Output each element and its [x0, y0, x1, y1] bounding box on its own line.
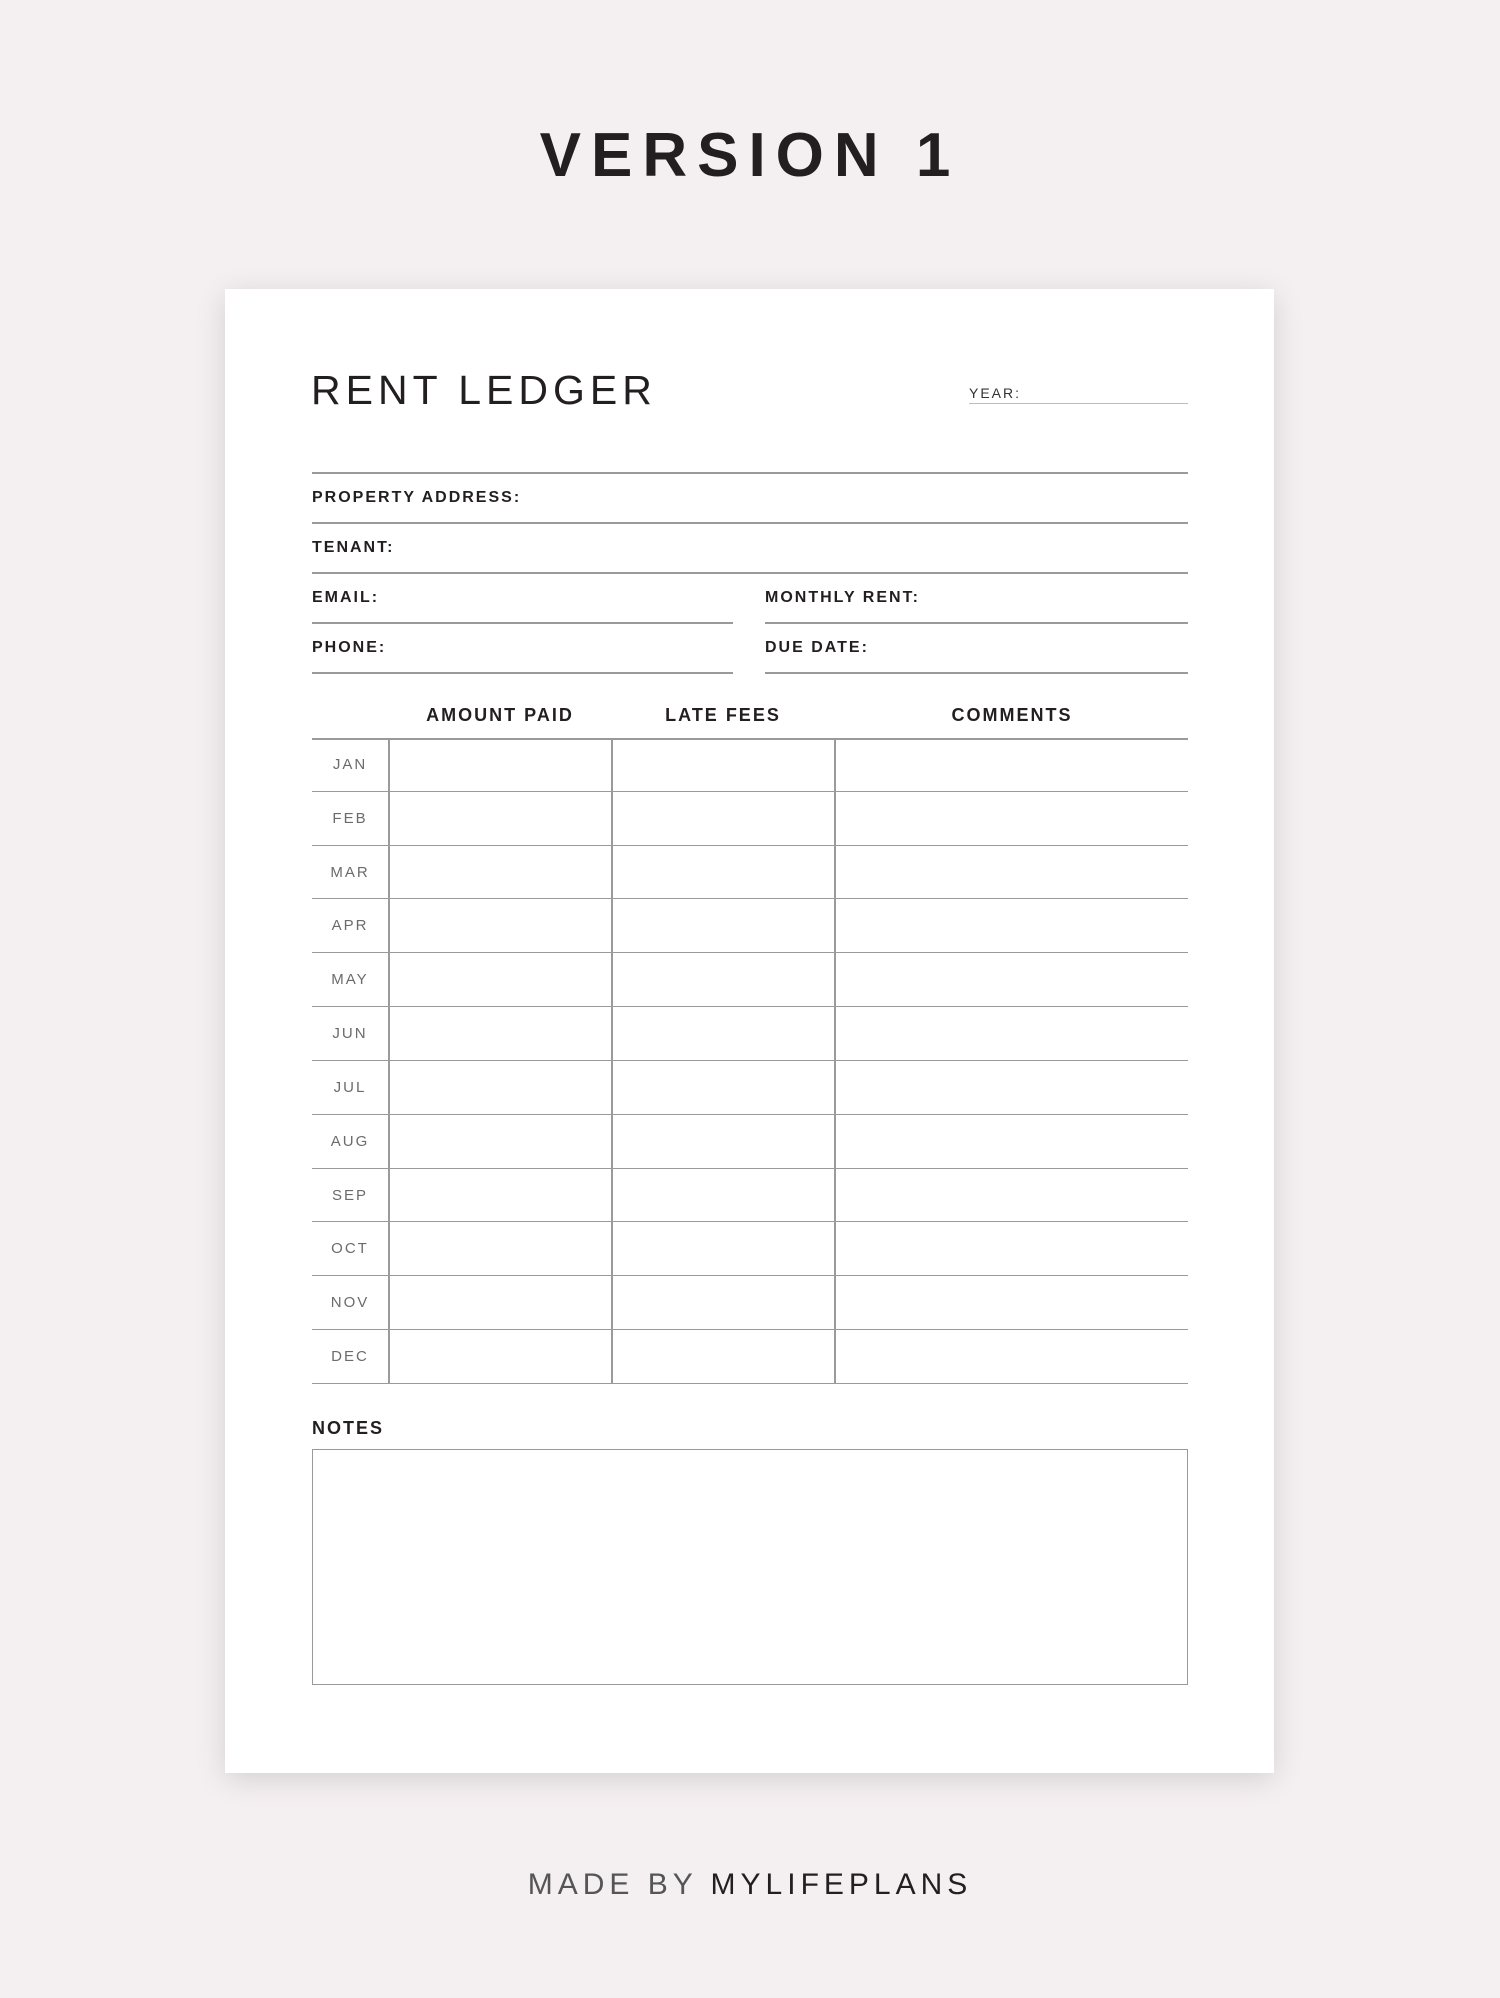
late-fees-header: LATE FEES — [665, 705, 781, 725]
comments-cell[interactable] — [836, 1330, 1188, 1383]
table-row — [312, 900, 1188, 954]
version-title: VERSION 1 — [539, 121, 961, 190]
amount-paid-cell[interactable] — [390, 953, 611, 1006]
late-fees-cell[interactable] — [613, 1223, 834, 1276]
email-label: EMAIL: — [312, 589, 380, 606]
late-fees-cell[interactable] — [613, 1169, 834, 1222]
month-label: MAR — [330, 863, 370, 881]
amount-paid-cell[interactable] — [390, 1330, 611, 1383]
amount-paid-cell[interactable] — [390, 1169, 611, 1222]
comments-cell[interactable] — [836, 953, 1188, 1006]
table-row — [312, 1223, 1188, 1277]
phone-line[interactable] — [312, 672, 733, 674]
month-label: JUL — [333, 1078, 367, 1096]
table-row — [312, 1115, 1188, 1169]
table-row — [312, 1276, 1188, 1330]
comments-cell[interactable] — [836, 1223, 1188, 1276]
comments-cell[interactable] — [836, 1007, 1188, 1060]
comments-cell[interactable] — [836, 1115, 1188, 1168]
notes-label: NOTES — [312, 1418, 385, 1438]
ledger-table — [312, 738, 1188, 1384]
monthly-rent-label: MONTHLY RENT: — [765, 589, 920, 606]
year-label: YEAR: — [969, 385, 1022, 401]
month-label: SEP — [331, 1186, 368, 1204]
late-fees-cell[interactable] — [613, 900, 834, 953]
month-label: FEB — [332, 809, 368, 827]
year-field-line[interactable] — [969, 403, 1188, 404]
footer-prefix: MADE BY — [527, 1868, 711, 1901]
table-row — [312, 1169, 1188, 1223]
month-label: DEC — [331, 1348, 369, 1366]
amount-paid-header: AMOUNT PAID — [426, 705, 574, 725]
month-label: NOV — [330, 1294, 370, 1312]
amount-paid-cell[interactable] — [390, 1115, 611, 1168]
property-address-line[interactable] — [312, 522, 1188, 524]
tenant-label: TENANT: — [312, 539, 395, 556]
amount-paid-cell[interactable] — [390, 738, 611, 791]
month-label: APR — [331, 917, 369, 935]
late-fees-cell[interactable] — [613, 1276, 834, 1329]
comments-cell[interactable] — [836, 900, 1188, 953]
table-row — [312, 738, 1188, 792]
month-label: AUG — [330, 1132, 370, 1150]
footer-brand: MYLIFEPLANS — [710, 1868, 973, 1901]
document-title: RENT LEDGER — [311, 367, 657, 413]
amount-paid-cell[interactable] — [390, 1223, 611, 1276]
table-row — [312, 1007, 1188, 1061]
property-address-label: PROPERTY ADDRESS: — [312, 489, 522, 506]
late-fees-cell[interactable] — [613, 1007, 834, 1060]
header-divider — [312, 472, 1188, 474]
comments-cell[interactable] — [836, 846, 1188, 899]
late-fees-cell[interactable] — [613, 792, 834, 845]
comments-cell[interactable] — [836, 1276, 1188, 1329]
phone-label: PHONE: — [312, 639, 387, 656]
month-label: JAN — [332, 755, 368, 773]
comments-cell[interactable] — [836, 792, 1188, 845]
late-fees-cell[interactable] — [613, 1115, 834, 1168]
monthly-rent-line[interactable] — [765, 622, 1188, 624]
late-fees-cell[interactable] — [613, 1330, 834, 1383]
table-row — [312, 792, 1188, 846]
amount-paid-cell[interactable] — [390, 1061, 611, 1114]
footer-credit — [0, 1868, 1500, 1902]
amount-paid-cell[interactable] — [390, 900, 611, 953]
late-fees-cell[interactable] — [613, 846, 834, 899]
month-label: JUN — [332, 1025, 368, 1043]
rent-ledger-sheet — [225, 289, 1274, 1773]
month-label: OCT — [331, 1240, 369, 1258]
late-fees-cell[interactable] — [613, 738, 834, 791]
comments-cell[interactable] — [836, 738, 1188, 791]
comments-cell[interactable] — [836, 1169, 1188, 1222]
comments-cell[interactable] — [836, 1061, 1188, 1114]
table-row — [312, 1330, 1188, 1384]
month-label: MAY — [331, 971, 369, 989]
amount-paid-cell[interactable] — [390, 1276, 611, 1329]
due-date-label: DUE DATE: — [765, 639, 869, 656]
comments-header: COMMENTS — [951, 705, 1073, 725]
late-fees-cell[interactable] — [613, 953, 834, 1006]
email-line[interactable] — [312, 622, 733, 624]
amount-paid-cell[interactable] — [390, 846, 611, 899]
table-row — [312, 846, 1188, 900]
amount-paid-cell[interactable] — [390, 792, 611, 845]
notes-box[interactable] — [312, 1449, 1188, 1685]
table-row — [312, 953, 1188, 1007]
late-fees-cell[interactable] — [613, 1061, 834, 1114]
table-row — [312, 1061, 1188, 1115]
amount-paid-cell[interactable] — [390, 1007, 611, 1060]
tenant-line[interactable] — [312, 572, 1188, 574]
due-date-line[interactable] — [765, 672, 1188, 674]
